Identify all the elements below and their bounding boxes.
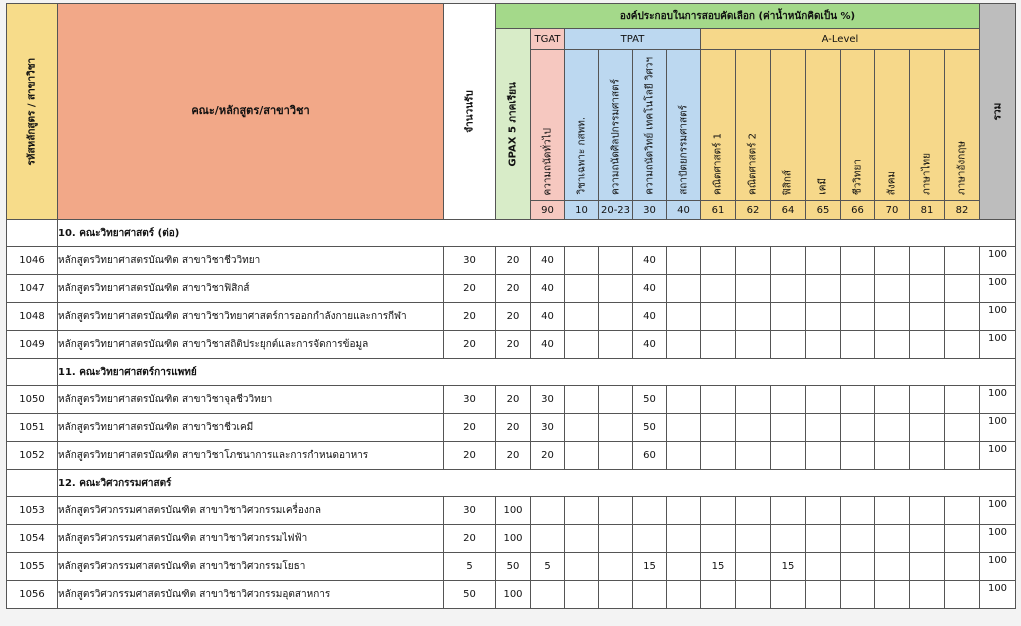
score-cell	[667, 275, 701, 303]
gpax-header-label: GPAX 5 ภาคเรียน	[507, 81, 519, 167]
subject-name: ชีววิทยา	[852, 158, 863, 195]
score-cell	[910, 497, 945, 525]
score-cell	[841, 581, 875, 609]
subject-name: สังคม	[886, 170, 898, 195]
table-row	[7, 497, 1016, 525]
total-value: 100	[980, 581, 1016, 609]
score-cell	[771, 303, 806, 331]
score-cell	[667, 497, 701, 525]
total-value: 100	[980, 247, 1016, 275]
subject-name: วิชาเฉพาะ กสพท.	[576, 117, 587, 195]
score-cell	[841, 414, 875, 442]
score-cell	[945, 581, 980, 609]
table-row	[7, 581, 1016, 609]
gpax-value: 20	[496, 414, 531, 442]
score-cell: 40	[531, 247, 565, 275]
score-cell	[565, 331, 599, 359]
score-cell	[771, 497, 806, 525]
seats-value: 5	[444, 553, 496, 581]
score-cell	[771, 525, 806, 553]
program-code: 1048	[7, 303, 58, 331]
score-cell	[701, 386, 736, 414]
score-cell	[736, 553, 771, 581]
subject-code: 10	[565, 201, 599, 220]
score-cell	[875, 581, 910, 609]
score-cell	[945, 442, 980, 470]
score-cell	[945, 553, 980, 581]
score-cell	[701, 303, 736, 331]
score-cell	[667, 414, 701, 442]
subject-name: ความถนัดทั่วไป	[542, 127, 553, 195]
score-cell	[945, 525, 980, 553]
seats-header	[444, 4, 496, 220]
score-cell	[633, 581, 667, 609]
program-code: 1056	[7, 581, 58, 609]
score-cell	[667, 442, 701, 470]
score-cell	[736, 331, 771, 359]
score-cell	[667, 247, 701, 275]
program-name: หลักสูตรวิทยาศาสตรบัณฑิต สาขาวิชาโภชนาการและการกำหนดอาหาร	[58, 442, 444, 470]
subject-header	[945, 50, 980, 201]
table-row	[7, 553, 1016, 581]
gpax-header	[496, 29, 531, 220]
score-cell	[565, 525, 599, 553]
score-cell	[806, 275, 841, 303]
total-value: 100	[980, 525, 1016, 553]
score-cell	[910, 525, 945, 553]
total-header	[980, 4, 1016, 220]
score-cell	[701, 331, 736, 359]
program-name: หลักสูตรวิทยาศาสตรบัณฑิต สาขาวิชาชีววิทยา	[58, 247, 444, 275]
program-code: 1050	[7, 386, 58, 414]
seats-value: 20	[444, 331, 496, 359]
total-value: 100	[980, 497, 1016, 525]
seats-value: 30	[444, 386, 496, 414]
subject-header	[667, 50, 701, 201]
section-code-cell	[7, 220, 58, 247]
seats-header-label: จำนวนรับ	[464, 90, 475, 133]
score-cell	[736, 275, 771, 303]
score-cell: 30	[531, 386, 565, 414]
score-cell: 15	[633, 553, 667, 581]
score-cell	[875, 442, 910, 470]
subject-name: เคมี	[817, 178, 829, 195]
section-code-cell	[7, 470, 58, 497]
score-cell	[945, 275, 980, 303]
program-name: หลักสูตรวิทยาศาสตรบัณฑิต สาขาวิชาสถิติประยุกต์และการจัดการข้อมูล	[58, 331, 444, 359]
score-cell	[841, 525, 875, 553]
subject-header	[633, 50, 667, 201]
score-cell	[945, 414, 980, 442]
program-code: 1047	[7, 275, 58, 303]
score-cell	[667, 303, 701, 331]
gpax-value: 20	[496, 331, 531, 359]
program-name: หลักสูตรวิทยาศาสตรบัณฑิต สาขาวิชาจุลชีววิทยา	[58, 386, 444, 414]
subject-header	[565, 50, 599, 201]
score-cell	[910, 553, 945, 581]
subject-name: ฟิสิกส์	[782, 169, 794, 195]
score-cell	[736, 442, 771, 470]
score-cell	[771, 442, 806, 470]
score-cell	[565, 497, 599, 525]
table-row	[7, 442, 1016, 470]
score-cell	[806, 553, 841, 581]
score-cell	[531, 525, 565, 553]
subject-code: 61	[701, 201, 736, 220]
score-cell	[701, 275, 736, 303]
seats-value: 20	[444, 303, 496, 331]
table-row	[7, 303, 1016, 331]
score-cell: 60	[633, 442, 667, 470]
subject-name: คณิตศาสตร์ 1	[712, 133, 724, 195]
score-cell	[945, 303, 980, 331]
score-cell	[910, 386, 945, 414]
gpax-value: 100	[496, 497, 531, 525]
score-cell	[875, 331, 910, 359]
program-name: หลักสูตรวิทยาศาสตรบัณฑิต สาขาวิชาชีวเคมี	[58, 414, 444, 442]
subject-name: สถาปัตยกรรมศาสตร์	[678, 105, 689, 195]
subject-code: 70	[875, 201, 910, 220]
score-cell	[875, 497, 910, 525]
score-cell	[736, 497, 771, 525]
program-name: หลักสูตรวิศวกรรมศาสตรบัณฑิต สาขาวิชาวิศวกรรมโยธา	[58, 553, 444, 581]
score-cell	[771, 414, 806, 442]
subject-code: 82	[945, 201, 980, 220]
score-cell	[875, 553, 910, 581]
program-code: 1053	[7, 497, 58, 525]
score-cell	[841, 331, 875, 359]
header-row-1	[7, 4, 1016, 29]
gpax-value: 20	[496, 386, 531, 414]
seats-value: 30	[444, 497, 496, 525]
program-code: 1046	[7, 247, 58, 275]
program-code: 1051	[7, 414, 58, 442]
total-value: 100	[980, 303, 1016, 331]
table-row	[7, 275, 1016, 303]
score-cell	[841, 275, 875, 303]
program-header: คณะ/หลักสูตร/สาขาวิชา	[58, 4, 444, 220]
score-cell	[806, 497, 841, 525]
gpax-value: 20	[496, 247, 531, 275]
admission-table	[6, 3, 1016, 609]
score-cell	[841, 247, 875, 275]
score-cell	[701, 497, 736, 525]
table-row	[7, 247, 1016, 275]
subject-code: 66	[841, 201, 875, 220]
score-cell	[910, 275, 945, 303]
score-cell	[701, 581, 736, 609]
score-cell: 40	[633, 275, 667, 303]
seats-value: 20	[444, 414, 496, 442]
score-cell	[736, 414, 771, 442]
score-cell: 50	[633, 386, 667, 414]
score-cell	[910, 414, 945, 442]
score-cell	[875, 275, 910, 303]
tpat-group-header: TPAT	[565, 29, 701, 50]
gpax-value: 20	[496, 275, 531, 303]
subject-header	[531, 50, 565, 201]
score-cell	[599, 497, 633, 525]
total-value: 100	[980, 553, 1016, 581]
score-cell	[736, 247, 771, 275]
score-cell	[841, 553, 875, 581]
code-header	[7, 4, 58, 220]
score-cell: 50	[633, 414, 667, 442]
score-cell	[806, 525, 841, 553]
score-cell	[841, 386, 875, 414]
total-value: 100	[980, 386, 1016, 414]
seats-value: 20	[444, 442, 496, 470]
table-row	[7, 525, 1016, 553]
score-cell	[736, 525, 771, 553]
subject-code: 64	[771, 201, 806, 220]
score-cell: 15	[771, 553, 806, 581]
subject-header	[771, 50, 806, 201]
section-title: 11. คณะวิทยาศาสตร์การแพทย์	[58, 359, 1016, 386]
score-cell	[701, 525, 736, 553]
score-cell: 5	[531, 553, 565, 581]
program-name: หลักสูตรวิศวกรรมศาสตรบัณฑิต สาขาวิชาวิศวกรรมอุตสาหการ	[58, 581, 444, 609]
section-code-cell	[7, 359, 58, 386]
score-cell	[667, 581, 701, 609]
program-name: หลักสูตรวิศวกรรมศาสตรบัณฑิต สาขาวิชาวิศวกรรมเครื่องกล	[58, 497, 444, 525]
subject-code: 20-23	[599, 201, 633, 220]
score-cell	[701, 442, 736, 470]
score-cell	[599, 247, 633, 275]
score-cell	[565, 303, 599, 331]
score-cell	[531, 497, 565, 525]
score-cell	[599, 331, 633, 359]
score-cell	[806, 386, 841, 414]
section-row	[7, 359, 1016, 386]
score-cell	[806, 442, 841, 470]
score-cell	[945, 331, 980, 359]
score-cell	[599, 525, 633, 553]
score-cell: 40	[633, 331, 667, 359]
subject-header	[701, 50, 736, 201]
score-cell	[565, 442, 599, 470]
subject-header	[599, 50, 633, 201]
subject-code: 40	[667, 201, 701, 220]
score-cell	[565, 275, 599, 303]
score-cell	[771, 275, 806, 303]
subject-header	[736, 50, 771, 201]
program-name: หลักสูตรวิทยาศาสตรบัณฑิต สาขาวิชาวิทยาศาสตร์การออกกำลังกายและการกีฬา	[58, 303, 444, 331]
score-cell	[875, 247, 910, 275]
score-cell	[736, 581, 771, 609]
score-cell	[806, 581, 841, 609]
score-cell	[599, 303, 633, 331]
tgat-group-header: TGAT	[531, 29, 565, 50]
table-row	[7, 331, 1016, 359]
score-cell	[736, 303, 771, 331]
score-cell	[599, 442, 633, 470]
subject-code: 81	[910, 201, 945, 220]
subject-name: ความถนัดศิลปกรรมศาสตร์	[610, 78, 621, 195]
subject-name: ภาษาไทย	[921, 153, 933, 195]
score-cell	[667, 553, 701, 581]
subject-header	[875, 50, 910, 201]
seats-value: 50	[444, 581, 496, 609]
alevel-group-header: A-Level	[701, 29, 980, 50]
section-row	[7, 220, 1016, 247]
components-header: องค์ประกอบในการสอบคัดเลือก (ค่าน้ำหนักคิดเป็น %)	[496, 4, 980, 29]
total-value: 100	[980, 414, 1016, 442]
score-cell: 40	[633, 247, 667, 275]
table-row	[7, 414, 1016, 442]
gpax-value: 100	[496, 581, 531, 609]
score-cell	[531, 581, 565, 609]
score-cell	[806, 247, 841, 275]
table-row	[7, 386, 1016, 414]
section-title: 10. คณะวิทยาศาสตร์ (ต่อ)	[58, 220, 1016, 247]
score-cell	[667, 331, 701, 359]
score-cell	[701, 247, 736, 275]
subject-code: 90	[531, 201, 565, 220]
score-cell	[633, 497, 667, 525]
score-cell	[945, 247, 980, 275]
score-cell	[771, 386, 806, 414]
score-cell	[945, 386, 980, 414]
score-cell	[599, 275, 633, 303]
score-cell	[565, 553, 599, 581]
score-cell	[599, 581, 633, 609]
seats-value: 20	[444, 275, 496, 303]
score-cell	[667, 525, 701, 553]
score-cell	[841, 303, 875, 331]
score-cell	[599, 553, 633, 581]
score-cell	[910, 331, 945, 359]
score-cell	[771, 247, 806, 275]
score-cell	[667, 386, 701, 414]
subject-name: ภาษาอังกฤษ	[956, 140, 968, 195]
total-value: 100	[980, 275, 1016, 303]
total-value: 100	[980, 331, 1016, 359]
subject-header	[910, 50, 945, 201]
total-value: 100	[980, 442, 1016, 470]
program-code: 1054	[7, 525, 58, 553]
score-cell	[910, 581, 945, 609]
score-cell	[945, 497, 980, 525]
score-cell	[910, 303, 945, 331]
gpax-value: 100	[496, 525, 531, 553]
gpax-value: 50	[496, 553, 531, 581]
score-cell	[565, 581, 599, 609]
program-name: หลักสูตรวิศวกรรมศาสตรบัณฑิต สาขาวิชาวิศวกรรมไฟฟ้า	[58, 525, 444, 553]
subject-code: 65	[806, 201, 841, 220]
score-cell	[841, 497, 875, 525]
seats-value: 30	[444, 247, 496, 275]
score-cell: 20	[531, 442, 565, 470]
score-cell: 40	[531, 275, 565, 303]
score-cell	[633, 525, 667, 553]
subject-code: 62	[736, 201, 771, 220]
score-cell: 40	[531, 331, 565, 359]
section-row	[7, 470, 1016, 497]
score-cell	[565, 386, 599, 414]
subject-header	[841, 50, 875, 201]
score-cell: 15	[701, 553, 736, 581]
subject-name: คณิตศาสตร์ 2	[747, 133, 759, 195]
score-cell: 30	[531, 414, 565, 442]
score-cell	[806, 414, 841, 442]
score-cell	[875, 525, 910, 553]
score-cell	[771, 331, 806, 359]
subject-header	[806, 50, 841, 201]
score-cell	[875, 386, 910, 414]
total-header-label: รวม	[992, 102, 1003, 121]
score-cell	[736, 386, 771, 414]
score-cell	[701, 414, 736, 442]
section-title: 12. คณะวิศวกรรมศาสตร์	[58, 470, 1016, 497]
score-cell	[910, 247, 945, 275]
program-code: 1049	[7, 331, 58, 359]
score-cell	[565, 247, 599, 275]
score-cell	[565, 414, 599, 442]
program-code: 1052	[7, 442, 58, 470]
score-cell	[806, 331, 841, 359]
score-cell: 40	[633, 303, 667, 331]
gpax-value: 20	[496, 303, 531, 331]
score-cell	[875, 303, 910, 331]
score-cell	[910, 442, 945, 470]
program-name: หลักสูตรวิทยาศาสตรบัณฑิต สาขาวิชาฟิสิกส์	[58, 275, 444, 303]
subject-code: 30	[633, 201, 667, 220]
score-cell	[771, 581, 806, 609]
subject-name: ความถนัดวิทย์ เทคโนโลยี วิศวฯ	[644, 57, 655, 195]
score-cell	[875, 414, 910, 442]
score-cell	[599, 386, 633, 414]
table-body	[7, 4, 1016, 609]
gpax-value: 20	[496, 442, 531, 470]
seats-value: 20	[444, 525, 496, 553]
score-cell	[599, 414, 633, 442]
program-code: 1055	[7, 553, 58, 581]
score-cell: 40	[531, 303, 565, 331]
score-cell	[806, 303, 841, 331]
code-header-label: รหัสหลักสูตร / สาขาวิชา	[26, 57, 38, 166]
score-cell	[841, 442, 875, 470]
